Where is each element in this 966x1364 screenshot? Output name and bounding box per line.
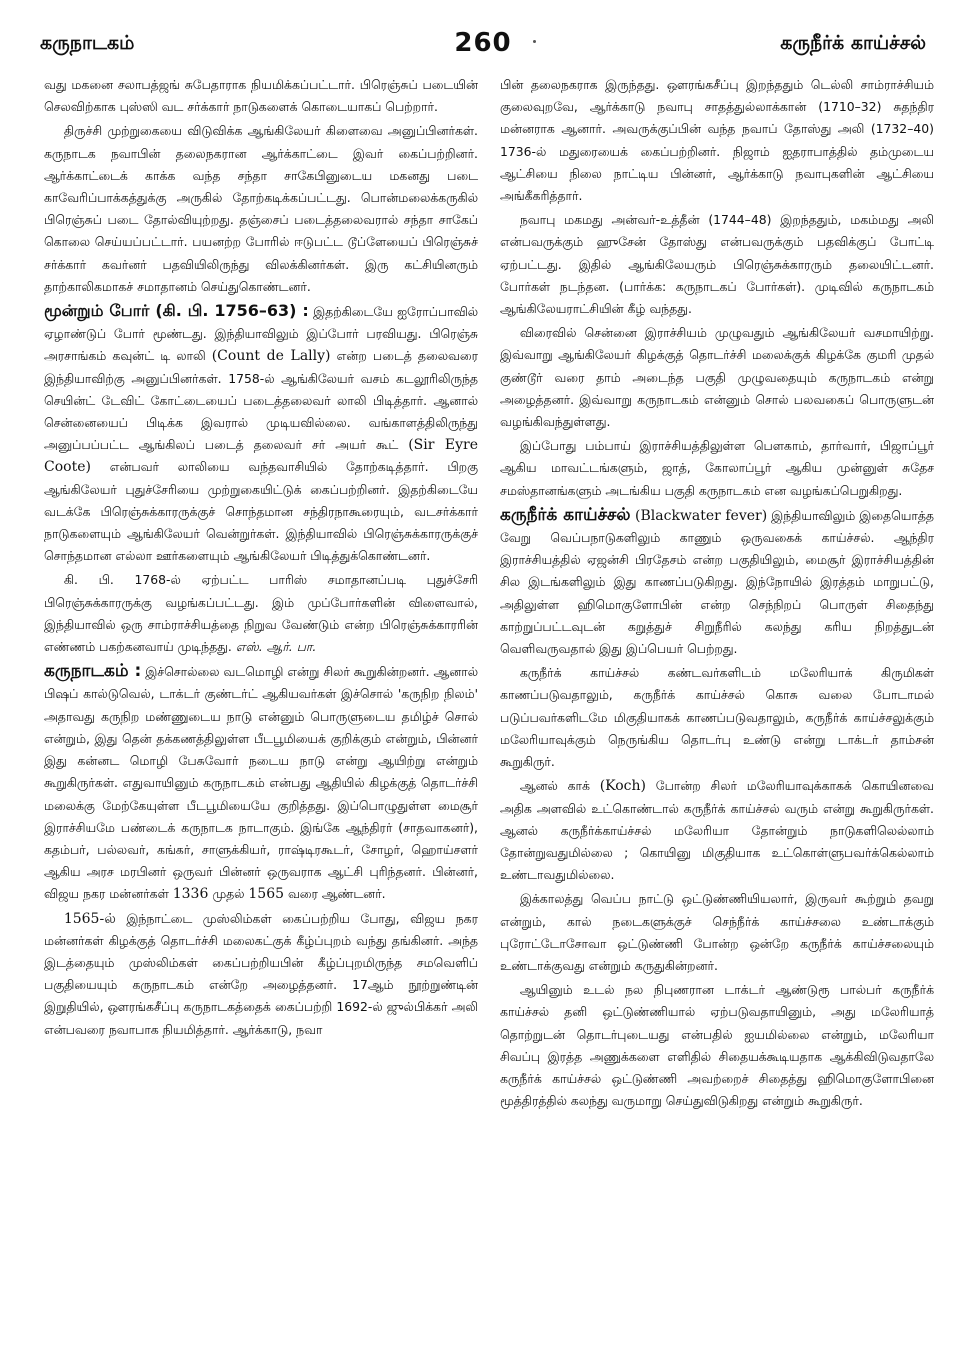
english-term: (Count de Lally) [211, 348, 331, 365]
paragraph-text: இக்காலத்து வெப்ப நாட்டு ஒட்டுண்ணியியலார், இருவர் கூற்றும் தவறு என்றும், கால் நடைகளுக்குச் செந்நீர்க் காய்ச்சலை உண்டாக்கும் புரோட்டோசோவா ஒட்டுண்ணி போன்ற ஒன்றே கருநீர்க் காய்ச்சலையும் உண்டாக்குவது என்றும் கருதுகின்றனர். [500, 891, 934, 973]
year: 1565 [248, 886, 285, 903]
paragraph [500, 209, 934, 320]
paragraph-text: ஆனல் காக் [519, 778, 600, 794]
entry-heading: கருநீர்க் காய்ச்சல் [500, 504, 631, 525]
paragraph-text: இதற்கிடையே ஐரோப்பாவில் ஏழாண்டுப் போர் மூண்டது. இந்தியாவிலும் இப்போர் பரவியது. பிரெஞ்சு அரசாங்கம் கவுன்ட் டி லாலி [44, 304, 478, 364]
paragraph [500, 322, 934, 433]
year: 1336 [172, 886, 209, 903]
entry-karnataka [44, 660, 478, 905]
running-head-right: கருநீர்க் காய்ச்சல் [780, 32, 926, 54]
page-number: 260 [454, 28, 512, 58]
paragraph-text: என்ற படைத் தலைவரை இந்தியாவிற்கு அனுப்பினர்கள். 1758-ல் ஆங்கிலேயர் வசம் கடலூரிலிருந்த செயின்ட் டேவிட் கோட்டையைப் படைத்தலைவர் லாலி பிடித்தார். ஆனால் சென்னையைப் பிடிக்க இவரால் முடியவில்லை. வங்காளத்திலிருந்து அனுப்பப்பட்ட ஆங்கிலப் படைத் தலைவர் சர் அயர் கூட் [44, 348, 478, 453]
english-term: (Koch) [599, 778, 646, 795]
subsection-heading: மூன்றும் போர் (கி. பி. 1756–63) : [44, 301, 309, 321]
paragraph [500, 662, 934, 773]
paragraph [44, 120, 478, 298]
english-term: (Blackwater fever) [630, 507, 768, 524]
paragraph [500, 74, 934, 207]
running-head [0, 28, 966, 62]
paragraph [500, 979, 934, 1112]
paragraph [500, 775, 934, 886]
right-column [500, 74, 934, 1344]
paragraph-text: என்பவர் லாலியை வந்தவாசியில் தோற்கடித்தார். பிறகு ஆங்கிலேயர் புதுச்சேரியை முற்றுகையிட்டுக் கைப்பற்றினர். இதற்கிடையே வடக்கே பிரெஞ்சுக்காரருக்குச் சொந்தமான சந்திரநாகூரையும், வடசர்க்கார் நாடுகளையும் ஆங்கிலேயர் வென்றுர்கள். இந்தியாவில் பிரெஞ்சுக்காரருக்குச் சொந்தமான எல்லா ஊர்களையும் ஆங்கிலேயர் பிடித்துக்கொண்டனர். [44, 459, 478, 564]
entry-heading: கருநாடகம் : [44, 661, 142, 682]
paragraph-text: இந்நாட்டை முஸ்லிம்கள் கைப்பற்றிய போது, விஜய நகர மன்னர்கள் கிழக்குத் தொடர்ச்சி மலைகட்குக் கீழ்ப்புறம் வந்து தங்கினர். அந்த இடத்தையும் முஸ்லிம்கள் கைப்பற்றியபின் கீழ்ப்புறமிருந்த சமவெளிப் பகுதியையும் கருநாடகம் என்றே அழைத்தனர். 17ஆம் நூற்றுண்டின் இறுதியில், ஔரங்கசீப்பு கருநாடகத்தைக் கைப்பற்றி 1692-ல் ஜுல்பிக்கர் அலி என்பவரை நவாபாக நியமித்தார். ஆர்க்காடு, நவா [44, 910, 478, 1037]
paragraph [500, 435, 934, 502]
paragraph [44, 569, 478, 658]
year: 1565-ல் [63, 910, 116, 927]
left-column [44, 74, 478, 1344]
paragraph-text: முதல் [208, 886, 249, 902]
paragraph [44, 908, 478, 1041]
running-head-left: கருநாடகம் [40, 32, 135, 54]
paragraph [44, 74, 478, 118]
entry-blackwater-fever [500, 504, 934, 660]
paragraph-text: திருச்சி முற்றுகையை விடுவிக்க ஆங்கிலேயர் கிளைவை அனுப்பினர்கள். கருநாடக நவாபின் தலைநகரான ஆர்க்காட்டை இவர் கைப்பற்றினர். ஆர்க்காட்டைக் காக்க வந்த சந்தா சாகேபினுடைய மகனது படை காவேரிப்பாக்கத்துக்கு அருகில் தோற்கடிக்கப்பட்டது. பொன்மலைக்கருகில் பிரெஞ்சுப் படை தோல்வியுற்றது. தஞ்சைப் படைத்தலைவரால் சந்தா சாகேப் கொலை செய்யப்பட்டார். பயனற்ற போரில் ஈடுபட்ட டூப்ளேயைப் பிரெஞ்சுச் சர்க்கார் கவர்னர் பதவியிலிருந்து விலக்கினர்கள். இரு கட்சியினரும் தாற்காலிகமாகச் சமாதானம் செய்துகொண்டனர். [44, 123, 478, 294]
paragraph-text: இப்போது பம்பாய் இராச்சியத்திலுள்ள பெளகாம், தார்வார், பிஜாப்பூர் ஆகிய மாவட்டங்களும், ஜாத், கோலாப்பூர் ஆகிய முன்னுள் சுதேச சமஸ்தானங்களும் அடங்கிய பகுதி கருநாடகம் என வழங்கப்பெறுகிறது. [500, 438, 934, 498]
paragraph-text: போன்ற சிலர் மலேரியாவுக்காகக் கொயினவை அதிக அளவில் உட்கொண்டால் கருநீர்க் காய்ச்சல் வரும் என்று கூறுகிருர்கள். ஆனல் கருநீர்க்காய்ச்சல் மலேரியா தோன்றும் நாடுகளிலெல்லாம் தோன்றுவதுமில்லை ; கொயினு மிகுதியாக உட்கொள்ளுபவர்க்கெல்லாம் உண்டாவதுமில்லை. [500, 778, 934, 883]
paragraph-text: வரை ஆண்டனர். [284, 886, 386, 902]
paragraph-text: கருநீர்க் காய்ச்சல் கண்டவர்களிடம் மலேரியாக் கிருமிகள் காணப்படுவதாலும், கருநீர்க் காய்ச்சல் கொசு வலை போடாமல் படுப்பவர்களிடமே மிகுதியாகக் காணப்படுவதாலும், கருநீர்க் காய்ச்சலுக்கும் மலேரியாவுக்கும் நெருங்கிய தொடர்பு உண்டு என்று டாக்டர் தாம்சன் கூறுகிருர். [500, 665, 934, 770]
paragraph [500, 888, 934, 977]
paragraph-text: இச்சொல்லை வடமொழி என்று சிலர் கூறுகின்றனர். ஆனால் பிஷப் கால்டுவெல், டாக்டர் குண்டர்ட் ஆகியவர்கள் இச்சொல் 'கருநிற நிலம்' அதாவது கருநிற மண்ணுடைய நாடு என்னும் பொருளுடைய தமிழ்ச் சொல் என்றும், இது தென் தக்கணத்திலுள்ள பீடபூமியைக் குறிக்கும் என்றும், பின்னர் இது கன்னட மொழி பேசுவோர் நடைய நாடு என்று ஆயிற்று என்றும் கூறுகிருர்கள். எதுவாயினும் கருநாடகம் என்பது ஆதியில் கிழக்குத் தொடர்ச்சி மலைக்கு மேற்கேயுள்ள பீடபூமியையே குறித்தது. இப்பொழுதுள்ள மைசூர் இராச்சியமே பண்டைக் கருநாடக நாடாகும். இங்கே ஆந்திரர் (சாதவாகனர்), கதம்பர், பல்லவர், கங்கர், சாளுக்கியர், ராஷ்டிரகூடர், சோழர், ஹொய்சளர் ஆகிய அரச மரபினர் ஒருவர் பின்னர் ஒருவராக ஆட்சி புரிந்தனர். பின்னர், விஜய நகர மன்னர்கள் [44, 664, 478, 902]
english-term: (Sir Eyre Coote) [44, 437, 478, 476]
paragraph-third-war [44, 300, 478, 567]
paragraph-text: கி. பி. 1768-ல் ஏற்பட்ட பாரிஸ் சமாதானப்படி புதுச்சேரி பிரெஞ்சுக்காரருக்கு வழங்கப்பட்டது. இம் முப்போர்களின் விளைவால், இந்தியாவில் ஒரு சாம்ராச்சியத்தை நிறுவ வேண்டும் என்ற பிரெஞ்சுக்காரரின் எண்ணம் பகற்கனவாய் முடிந்தது. [44, 572, 478, 655]
paragraph-text: விரைவில் சென்னை இராச்சியம் முழுவதும் ஆங்கிலேயர் வசமாயிற்று. இவ்வாறு ஆங்கிலேயர் கிழக்குத் தொடர்ச்சி மலைக்குக் கிழக்கே குமரி முதல் குண்டூர் வரை தாம் அடைந்த பகுதி முழுவதையும் கருநாடகம் என்று அழைத்தனர். இவ்வாறு கருநாடகம் என்னும் சொல் பலவகைப் பொருளுடன் வழங்கிவந்துள்ளது. [500, 325, 934, 430]
scan-speck [533, 40, 536, 43]
text-columns [44, 74, 934, 1344]
author-signature: எஸ். ஆர். பா. [235, 639, 317, 655]
paragraph-text: இந்தியாவிலும் இதையொத்த வேறு வெப்பநாடுகளிலும் காணும் ஒருவகைக் காய்ச்சல். ஆந்திர இராச்சியத்தில் ஏஜன்சி பிரதேசம் என்ற பகுதியிலும், மைசூர் இராச்சியத்தின் சில இடங்களிலும் இது காணப்படுகிறது. இந்நோயில் இரத்தம் மாறுபட்டு, அதிலுள்ள ஹிமொகுளோபின் என்ற செந்நிறப் பொருள் சிதைந்து காற்றுப்பட்டவுடன் கறுத்துச் சிறுநீரில் கலந்து கரிய நிறத்துடன் வெளிவருவதால் இது இப்பெயர் பெற்றது. [500, 507, 934, 657]
paragraph-text: பின் தலைநகராக இருந்தது. ஔரங்கசீப்பு இறந்ததும் டெல்லி சாம்ராச்சியம் குலைவுறவே, ஆர்க்காடு நவாபு சாதத்துல்லாக்கான் (1710–32) சுதந்திர மன்னராக ஆனார். அவருக்குப்பின் வந்த நவாப் தோஸ்து அலி (1732–40) 1736-ல் மதுரையைக் கைப்பற்றினர். நிஜாம் ஐதராபாத்தில் தம்முடைய ஆட்சியை நிலை நாட்டிய பின்னர், ஆர்க்காடு நவாபுகளின் ஆட்சியை அங்கீகரித்தார். [500, 77, 934, 204]
paragraph-text: நவாபு மகமது அன்வர்-உத்தீன் (1744–48) இறந்ததும், மகம்மது அலி என்பவருக்கும் ஹுசேன் தோஸ்து என்பவருக்கும் பதவிக்குப் போட்டி ஏற்பட்டது. இதில் ஆங்கிலேயரும் பிரெஞ்சுக்காரரும் தலையிட்டனர். போர்கள் நடந்தன. (பார்க்க: கருநாடகப் போர்கள்). முடிவில் கருநாடகம் ஆங்கிலேயராட்சியின் கீழ் வந்தது. [500, 212, 934, 317]
paragraph-text: வது மகனை சலாபத்ஜங் சுபேதாராக நியமிக்கப்பட்டார். பிரெஞ்சுப் படையின் செலவிற்காக புஸ்ஸி வட சர்க்கார் நாடுகளைக் கொடையாகப் பெற்றார். [44, 77, 478, 115]
paragraph-text: ஆயினும் உடல் நல நிபுணரான டாக்டர் ஆண்டுரூ பால்பர் கருநீர்க் காய்ச்சல் தனி ஒட்டுண்ணியால் ஏற்படுவதாயினும், அது மலேரியாத் தொற்றுடன் தொடர்புடையது என்பதில் ஐயமில்லை என்றும், மலேரியா சிவப்பு இரத்த அணுக்களை எளிதில் சிதையக்கூடியதாக ஆக்கிவிடுவதாலே கருநீர்க் காய்ச்சல் ஒட்டுண்ணி அவற்றைச் சிதைத்து ஹிமொகுளோபினை மூத்திரத்தில் கலந்து வருமாறு செய்துவிடுகிறது என்றும் கூறுகிருர். [500, 982, 934, 1109]
